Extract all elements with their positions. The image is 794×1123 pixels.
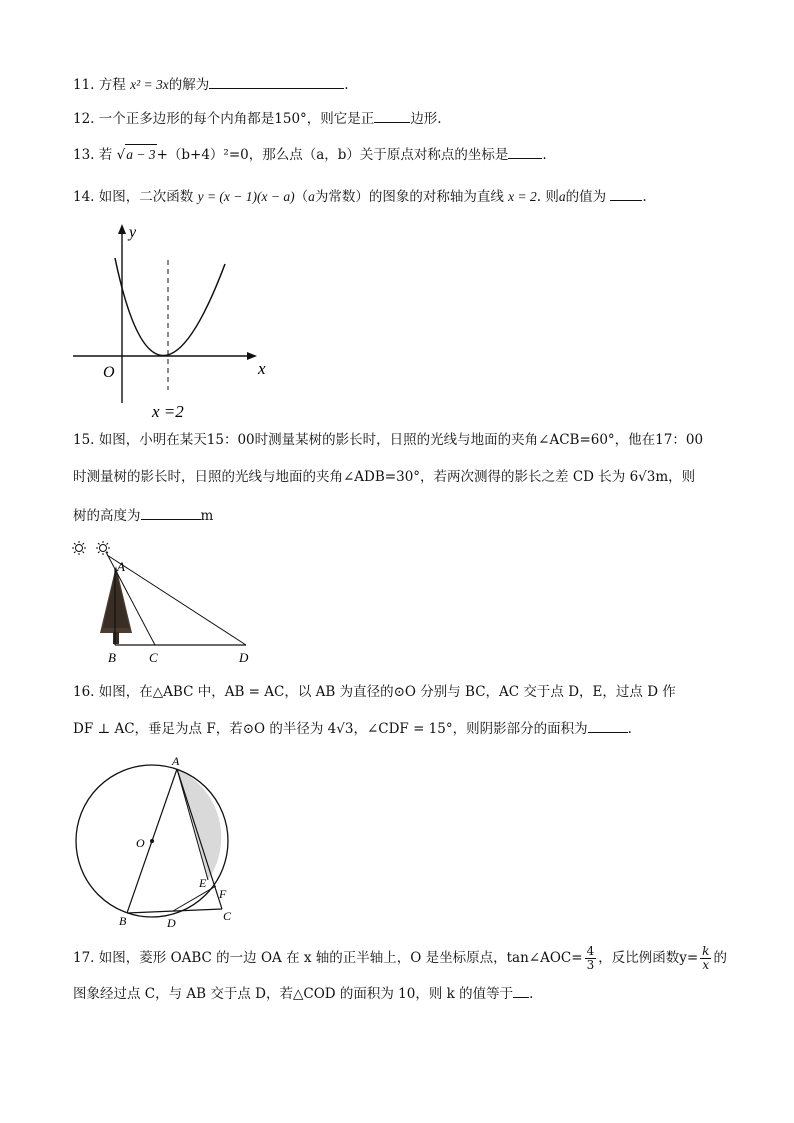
answer-blank[interactable] [588,718,628,733]
question-15-line-1: 15. 如图，小明在某天15：00时测量某树的影长时，日照的光线与地面的夹角∠ACB=60°，他在17：00 [73,432,704,448]
answer-blank[interactable] [141,505,201,520]
function-expression: y = (x − 1)(x − a) [197,189,295,204]
point-B-label: B [108,650,116,665]
question-12: 12. 一个正多边形的每个内角都是150°，则它是正 边形. [73,108,442,129]
figure-15-tree-shadow [66,538,256,668]
point-D-label: D [167,916,176,930]
point-O-label: O [136,836,145,850]
question-11: 11. 方程 x² = 3x的解为 . [73,74,349,95]
point-E-label: E [199,876,207,890]
question-17-line-2: 图象经过点 C，与 AB 交于点 D，若△COD 的面积为 10，则 k 的值等于 . [73,983,533,1004]
question-15-line-2: 时测量树的影长时，日照的光线与地面的夹角∠ADB=30°，若两次测得的影长之差 CD 长为 6√3m，则 [73,469,696,485]
equation: x² = 3x [130,77,169,92]
point-D-label: D [239,650,249,665]
question-16-line-1: 16. 如图，在△ABC 中，AB = AC，以 AB 为直径的⊙O 分别与 BC，AC 交于点 D，E，过点 D 作 [73,684,676,700]
answer-blank[interactable] [610,186,642,201]
question-14: 14. 如图，二次函数 y = (x − 1)(x − a)（a为常数）的图象的对称轴为直线 x = 2. 则a的值为 . [73,186,647,207]
sun-icon [96,541,110,555]
question-13: 13. 若 √a − 3+（b+4）²=0，那么点（a，b）关于原点对称点的坐标是 . [73,144,547,165]
question-17-line-1: 17. 如图，菱形 OABC 的一边 OA 在 x 轴的正半轴上，O 是坐标原点，tan∠AOC= $\frac{4}{3}$ ，反比例函数y= $\frac{k}{x}$ 的 [73,944,727,972]
point-B-label: B [119,914,127,928]
axis-caption: x =2 [152,402,184,421]
tree-icon [100,566,132,644]
answer-blank[interactable] [209,74,344,89]
fraction: $\frac{4}{3}$ [586,944,595,972]
sun-icon [72,541,86,555]
answer-blank[interactable] [508,144,542,159]
question-15-line-3: 树的高度为 m [73,505,213,526]
origin-label: O [103,364,115,381]
y-axis-label: y [129,224,137,241]
point-A-label: A [117,559,125,574]
point-A-label: A [172,754,180,768]
shaded-region [177,769,221,880]
point-C-label: C [223,909,232,923]
x-axis-label: x [258,359,266,378]
figure-16-circle-triangle [70,752,245,934]
fraction: $\frac{k}{x}$ [702,944,710,972]
figure-14-parabola [65,218,285,423]
question-16-line-2: DF ⊥ AC，垂足为点 F，若⊙O 的半径为 4√3，∠CDF = 15°，则阴影部分的面积为 . [73,718,632,739]
radical: √a − 3 [117,147,157,163]
point-F-label: F [219,887,227,901]
answer-blank[interactable] [374,108,410,123]
point-C-label: C [149,650,158,665]
answer-blank[interactable] [513,983,529,998]
